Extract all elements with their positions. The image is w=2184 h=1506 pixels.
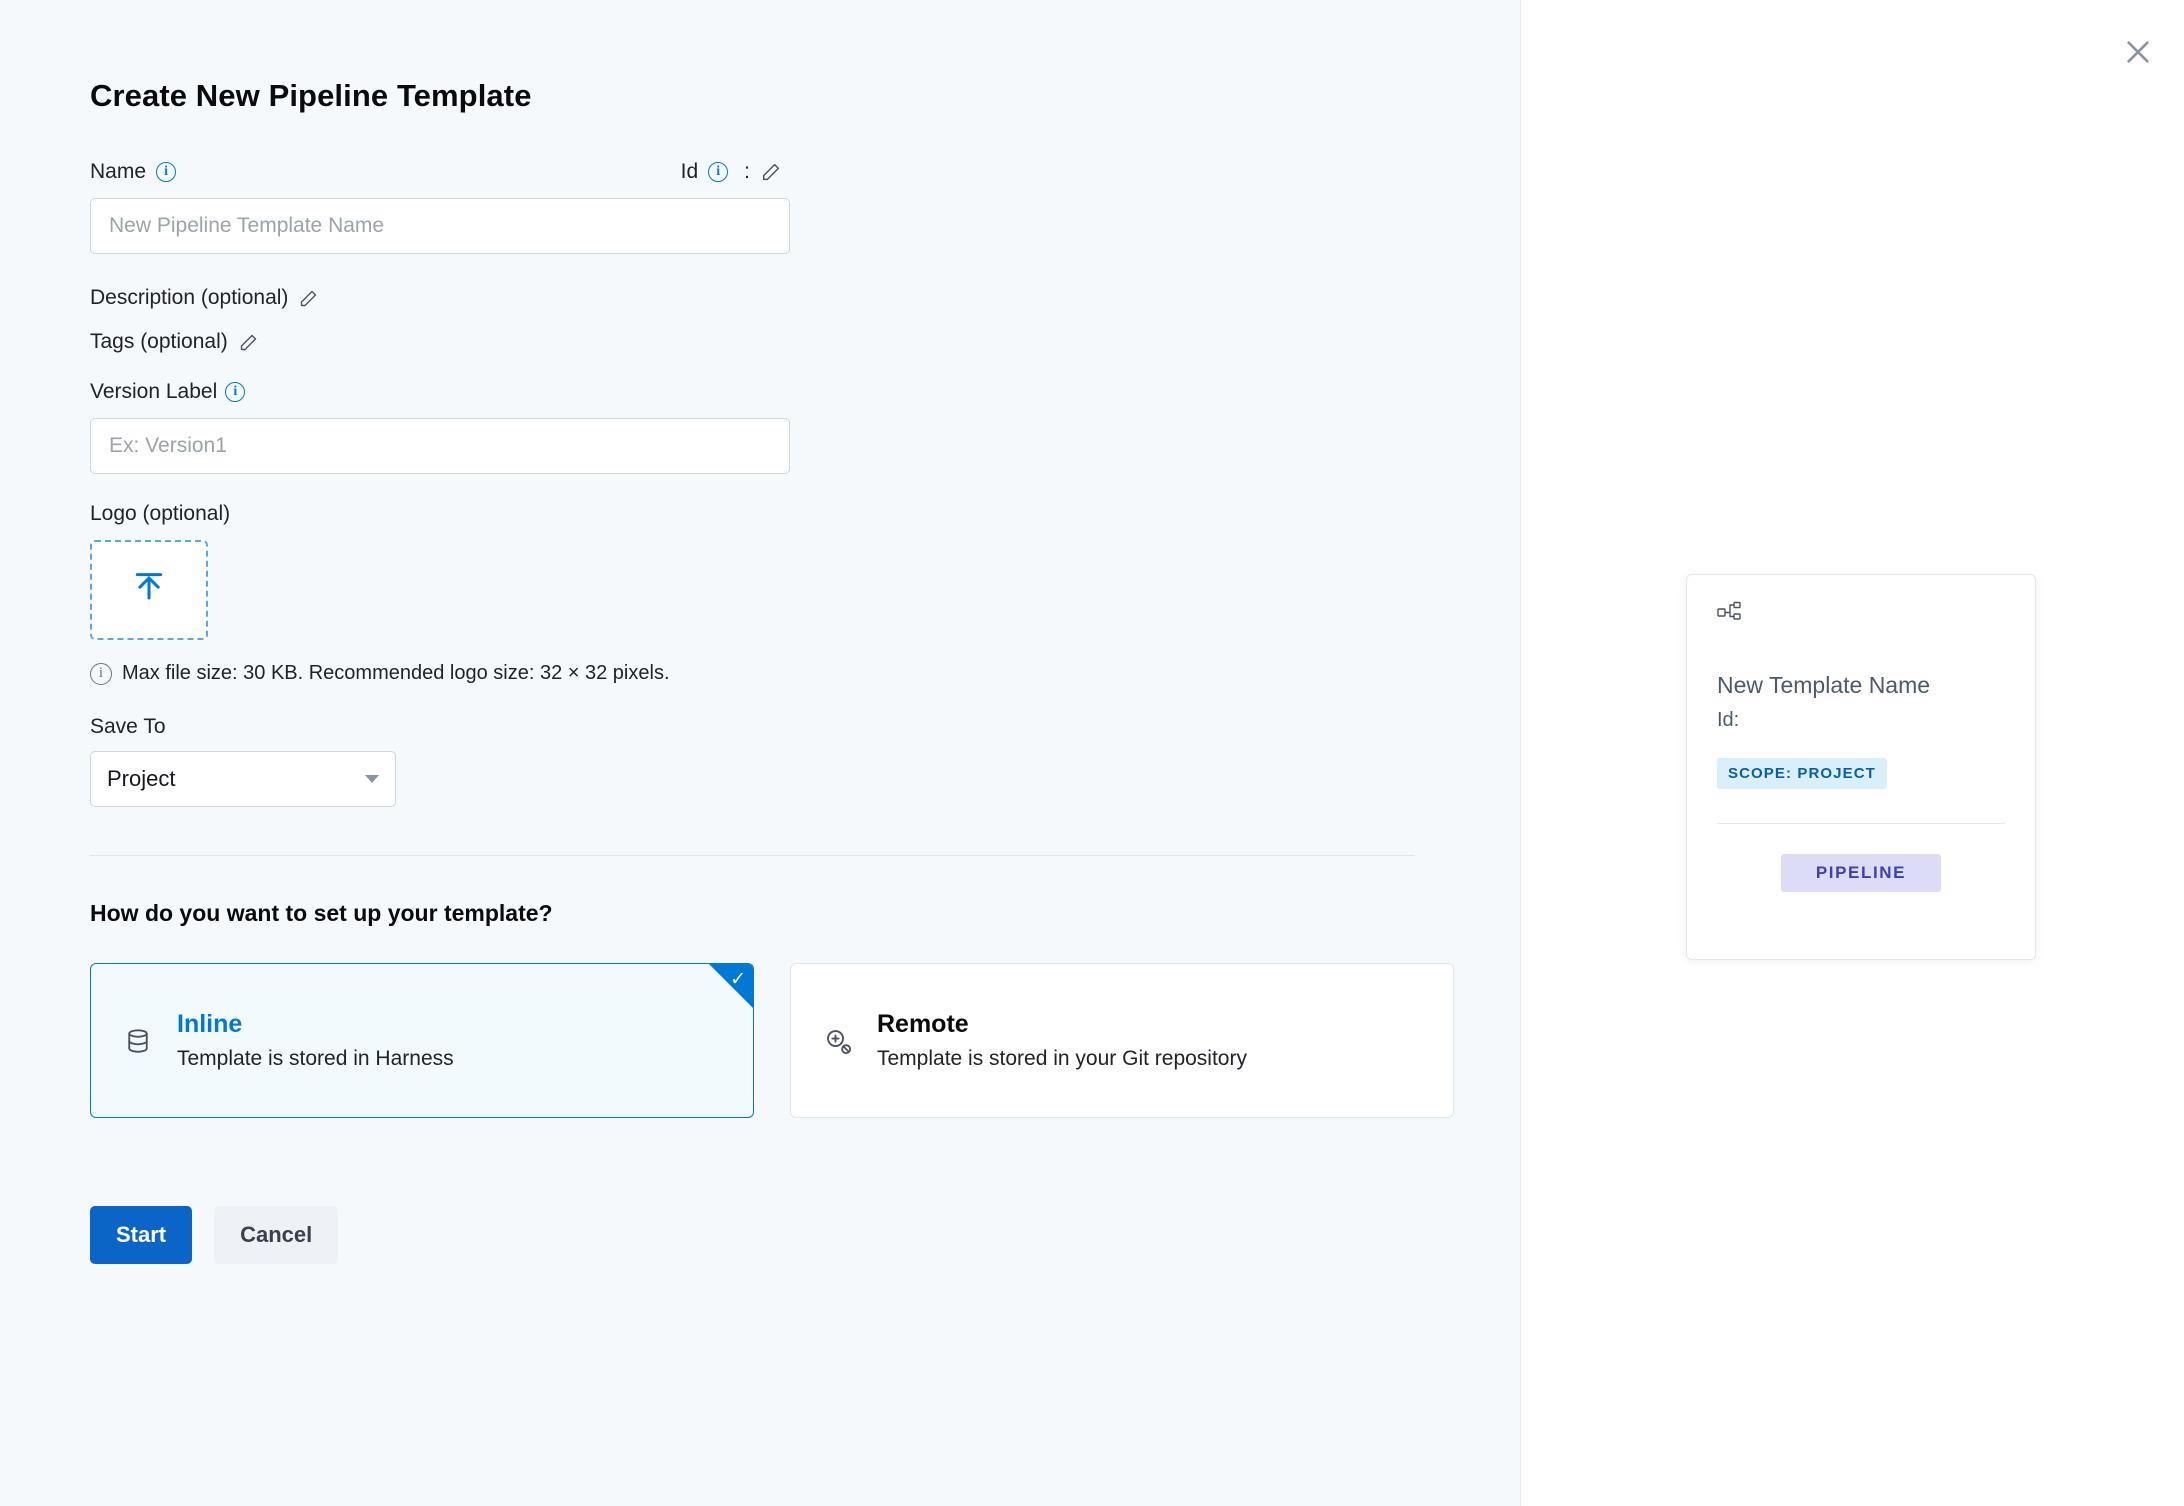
version-label: Version Label (90, 380, 218, 403)
info-icon: i (90, 663, 112, 685)
template-nodes-icon (1717, 601, 2005, 630)
setup-question: How do you want to set up your template? (90, 900, 553, 926)
description-row[interactable] (90, 286, 1520, 310)
name-input[interactable] (90, 198, 790, 254)
name-label-row (90, 160, 790, 184)
save-to-select[interactable] (90, 751, 396, 807)
option-title: Remote (877, 1010, 969, 1038)
id-label: Id (680, 160, 699, 183)
scope-badge: SCOPE: PROJECT (1717, 758, 1887, 789)
preview-template-name: New Template Name (1717, 672, 1931, 698)
preview-divider (1717, 823, 2005, 824)
info-icon[interactable]: i (156, 162, 176, 182)
setup-options (90, 963, 1520, 1118)
template-preview-card (1686, 574, 2036, 960)
preview-template-id: Id: (1717, 709, 1740, 731)
page-title: Create New Pipeline Template (90, 78, 532, 113)
name-label: Name (90, 160, 147, 183)
upload-icon (129, 568, 169, 613)
tags-label: Tags (optional) (90, 330, 228, 353)
version-input[interactable] (90, 418, 790, 474)
edit-tags-icon[interactable] (238, 332, 259, 353)
logo-hint-text: Max file size: 30 KB. Recommended logo size: 32 × 32 pixels. (122, 662, 670, 684)
chevron-down-icon (365, 775, 379, 783)
save-to-label: Save To (90, 715, 166, 738)
edit-id-icon[interactable] (760, 161, 782, 183)
description-label: Description (optional) (90, 286, 289, 309)
edit-description-icon[interactable] (298, 288, 319, 309)
setup-option-inline[interactable] (90, 963, 754, 1118)
type-badge: PIPELINE (1781, 854, 1941, 892)
info-icon[interactable]: i (708, 162, 728, 182)
modal-actions (90, 1206, 1520, 1264)
save-to-block (90, 715, 1520, 807)
version-label-row (90, 380, 1520, 404)
cancel-button[interactable]: Cancel (214, 1206, 338, 1264)
version-block (90, 380, 1520, 474)
start-button[interactable]: Start (90, 1206, 192, 1264)
close-icon[interactable] (2116, 30, 2160, 74)
logo-upload-dropzone[interactable] (90, 540, 208, 640)
id-colon: : (744, 160, 750, 183)
git-remote-icon (821, 1026, 855, 1056)
option-title: Inline (177, 1010, 243, 1038)
info-icon[interactable]: i (225, 382, 245, 402)
tags-row[interactable] (90, 330, 1520, 354)
option-subtitle: Template is stored in Harness (177, 1047, 454, 1070)
check-icon: ✓ (730, 969, 746, 990)
option-subtitle: Template is stored in your Git repository (877, 1047, 1247, 1070)
logo-block (90, 502, 1520, 685)
logo-label: Logo (optional) (90, 502, 231, 525)
save-to-selected-value: Project (107, 766, 176, 791)
logo-hint (90, 662, 1520, 685)
setup-option-remote[interactable] (790, 963, 1454, 1118)
database-icon (121, 1026, 155, 1056)
section-divider (90, 855, 1415, 856)
